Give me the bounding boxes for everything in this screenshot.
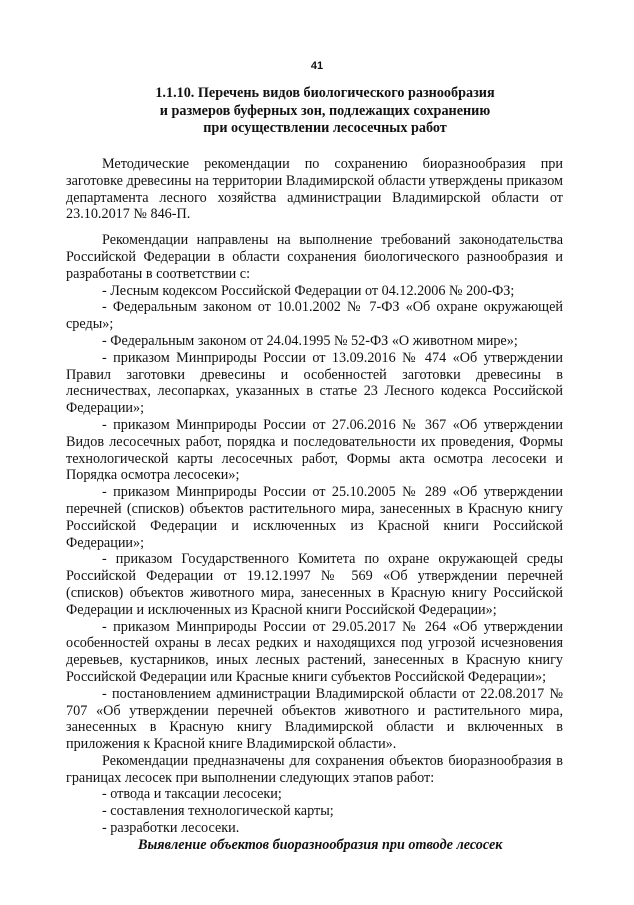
paragraph-intro: Методические рекомендации по сохранению биоразнообразия при заготовке древесины на территории Владимирской области утверждены приказом департамента лесного хозяйства администрации Владимирской области от 23.10.2017 № 846-П. xyxy=(66,156,563,223)
list-item-stage-tech-map: - составления технологической карты; xyxy=(102,803,334,820)
paragraph-stages: Рекомендации предназначены для сохранения объектов биоразнообразия в границах лесосек при выполнении следующих этапов работ: xyxy=(66,752,563,786)
list-item-order-367: - приказом Минприроды России от 27.06.2016 № 367 «Об утверждении Видов лесосечных работ, порядка и последовательности их проведения, Формы технологической карты лесосечных работ, Формы акта осмотра лесосеки и Порядка осмотра лесосеки»; xyxy=(66,416,563,484)
page-number: 41 xyxy=(310,60,324,72)
list-item-stage-development: - разработки лесосеки. xyxy=(102,820,240,837)
section-heading xyxy=(120,85,530,138)
list-item-order-264: - приказом Минприроды России от 29.05.2017 № 264 «Об утверждении особенностей охраны в лесах редких и находящихся под угрозой исчезновения деревьев, кустарников, иных лесных растений, занесенных в Красную книгу Российской Федерации или Красные книги субъектов Российской Федерации»; xyxy=(66,618,563,685)
heading-line-1: 1.1.10. Перечень видов биологического разнообразия xyxy=(155,85,495,101)
list-item-environment-law: - Федеральным законом от 10.01.2002 № 7-ФЗ «Об охране окружающей среды»; xyxy=(66,299,563,333)
list-item-order-474: - приказом Минприроды России от 13.09.2016 № 474 «Об утверждении Правил заготовки древесины и особенностей заготовки древесины в лесничествах, лесопарках, указанных в статье 23 Лесного кодекса Российской Федерации»; xyxy=(66,349,563,417)
list-item-forest-code: - Лесным кодексом Российской Федерации от 04.12.2006 № 200-ФЗ; xyxy=(102,282,515,299)
list-item-order-289: - приказом Минприроды России от 25.10.2005 № 289 «Об утверждении перечней (списков) объектов растительного мира, занесенных в Красную книгу Российской Федерации и исключенных из Красной книги Российской Федерации»; xyxy=(66,484,563,551)
subsection-caption: Выявление объектов биоразнообразия при отводе лесосек xyxy=(138,836,503,853)
heading-line-2: и размеров буферных зон, подлежащих сохранению xyxy=(159,102,491,119)
list-item-wildlife-law: - Федеральным законом от 24.04.1995 № 52-ФЗ «О животном мире»; xyxy=(102,332,518,349)
document-body xyxy=(66,147,563,854)
paragraph-purpose: Рекомендации направлены на выполнение требований законодательства Российской Федерации в области сохранения биологического разнообразия и разработаны в соответствии с: xyxy=(66,232,563,282)
list-item-stage-allocation: - отвода и таксации лесосеки; xyxy=(102,786,282,803)
list-item-resolution-707: - постановлением администрации Владимирской области от 22.08.2017 № 707 «Об утверждении перечней объектов животного и растительного мира, занесенных в Красную книгу Владимирской области и включенных в приложения к Красной книге Владимирской области». xyxy=(66,685,563,753)
heading-line-3: при осуществлении лесосечных работ xyxy=(203,120,447,136)
list-item-order-569: - приказом Государственного Комитета по охране окружающей среды Российской Федерации от 19.12.1997 № 569 «Об утверждении перечней (списков) объектов животного мира, занесенных в Красную книгу Российской Федерации и исключенных из Красной книги Российской Федерации»; xyxy=(66,551,563,618)
